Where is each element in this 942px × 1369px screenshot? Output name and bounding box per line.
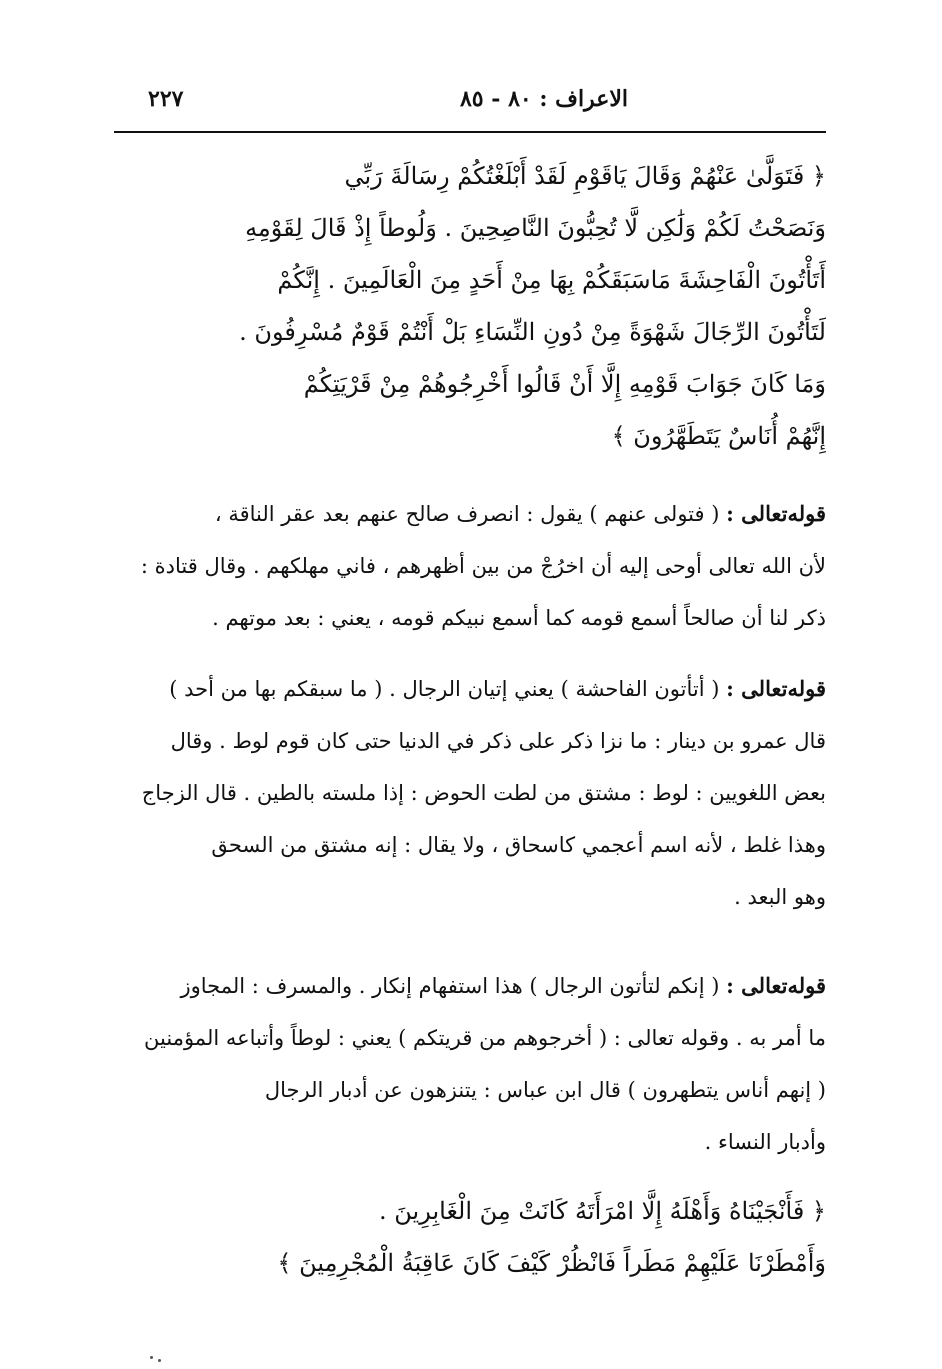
commentary-line: وأدبار النساء . [704, 1130, 826, 1154]
verse-line: إِنَّهُمْ أُنَاسٌ يَتَطَهَّرُونَ ﴾ [611, 422, 826, 450]
commentary-line: قوله‌تعالى : ( إنكم لتأتون الرجال ) هذا استفهام إنكار . والمسرف : المجاوز [180, 973, 826, 998]
commentary-line: لأن الله تعالى أوحى إليه أن اخرُجْ من بين أظهرهم ، فاني مهلكهم . وقال قتادة : [140, 554, 826, 578]
commentary-paragraph-3 [126, 960, 826, 1168]
commentary-line: وهذا غلط ، لأنه اسم أعجمي كاسحاق ، ولا يقال : إنه مشتق من السحق [211, 833, 826, 857]
commentary-paragraph-2 [126, 663, 826, 923]
commentary-line: ذكر لنا أن صالحاً أسمع قومه كما أسمع نبيكم قومه ، يعني : بعد موتهم . [212, 606, 826, 630]
verse-line: أَتَأْتُونَ الْفَاحِشَةَ مَاسَبَقَكُمْ بِهَا مِنْ أَحَدٍ مِنَ الْعَالَمِينَ . إِنَّكُمْ [277, 266, 826, 294]
commentary-line: قوله‌تعالى : ( أتأتون الفاحشة ) يعني إتيان الرجال . ( ما سبقكم بها من أحد ) [169, 676, 826, 701]
surah-verse-range: الاعراف : ٨٠ - ٨٥ [459, 86, 628, 112]
quran-verse-block-2 [126, 1185, 826, 1289]
commentary-lead: قوله‌تعالى : [726, 973, 826, 998]
verse-line: وَمَا كَانَ جَوَابَ قَوْمِهِ إِلَّا أَنْ قَالُوا أَخْرِجُوهُمْ مِنْ قَرْيَتِكُمْ [303, 370, 826, 398]
scan-speck [158, 1359, 161, 1362]
commentary-line: ما أمر به . وقوله تعالى : ( أخرجوهم من قريتكم ) يعني : لوطاً وأتباعه المؤمنين [144, 1026, 826, 1050]
quran-verse-block-1 [126, 150, 826, 462]
scan-speck [150, 1356, 153, 1359]
verse-line: وَنَصَحْتُ لَكُمْ وَلَٰكِن لَّا تُحِبُّونَ النَّاصِحِينَ . وَلُوطاً إِذْ قَالَ لِقَوْمِهِ [245, 214, 826, 242]
commentary-line: قوله‌تعالى : ( فتولى عنهم ) يقول : انصرف صالح عنهم بعد عقر الناقة ، [214, 501, 826, 526]
commentary-line: وهو البعد . [734, 885, 826, 909]
commentary-paragraph-1 [126, 488, 826, 644]
commentary-lead: قوله‌تعالى : [726, 501, 826, 526]
verse-line: ﴿ فَأَنْجَيْنَاهُ وَأَهْلَهُ إِلَّا امْرَأَتَهُ كَانَتْ مِنَ الْغَابِرِينَ . [379, 1197, 826, 1225]
commentary-lead: قوله‌تعالى : [726, 676, 826, 701]
commentary-line: قال عمرو بن دينار : ما نزا ذكر على ذكر في الدنيا حتى كان قوم لوط . وقال [170, 729, 826, 753]
header-rule [114, 131, 826, 133]
verse-line: وَأَمْطَرْنَا عَلَيْهِمْ مَطَراً فَانْظُرْ كَيْفَ كَانَ عَاقِبَةُ الْمُجْرِمِينَ ﴾ [277, 1249, 826, 1277]
page-number: ٢٢٧ [148, 86, 184, 112]
commentary-line: بعض اللغويين : لوط : مشتق من لطت الحوض : إذا ملسته بالطين . قال الزجاج [141, 781, 826, 805]
verse-line: لَتَأْتُونَ الرِّجَالَ شَهْوَةً مِنْ دُونِ النِّسَاءِ بَلْ أَنْتُمْ قَوْمٌ مُسْرِفُونَ . [239, 318, 826, 346]
commentary-line: ( إنهم أناس يتطهرون ) قال ابن عباس : يتنزهون عن أدبار الرجال [264, 1078, 826, 1102]
running-header [128, 86, 818, 126]
verse-line: ﴿ فَتَوَلَّىٰ عَنْهُمْ وَقَالَ يَاقَوْمِ لَقَدْ أَبْلَغْتُكُمْ رِسَالَةَ رَبِّي [344, 162, 826, 190]
